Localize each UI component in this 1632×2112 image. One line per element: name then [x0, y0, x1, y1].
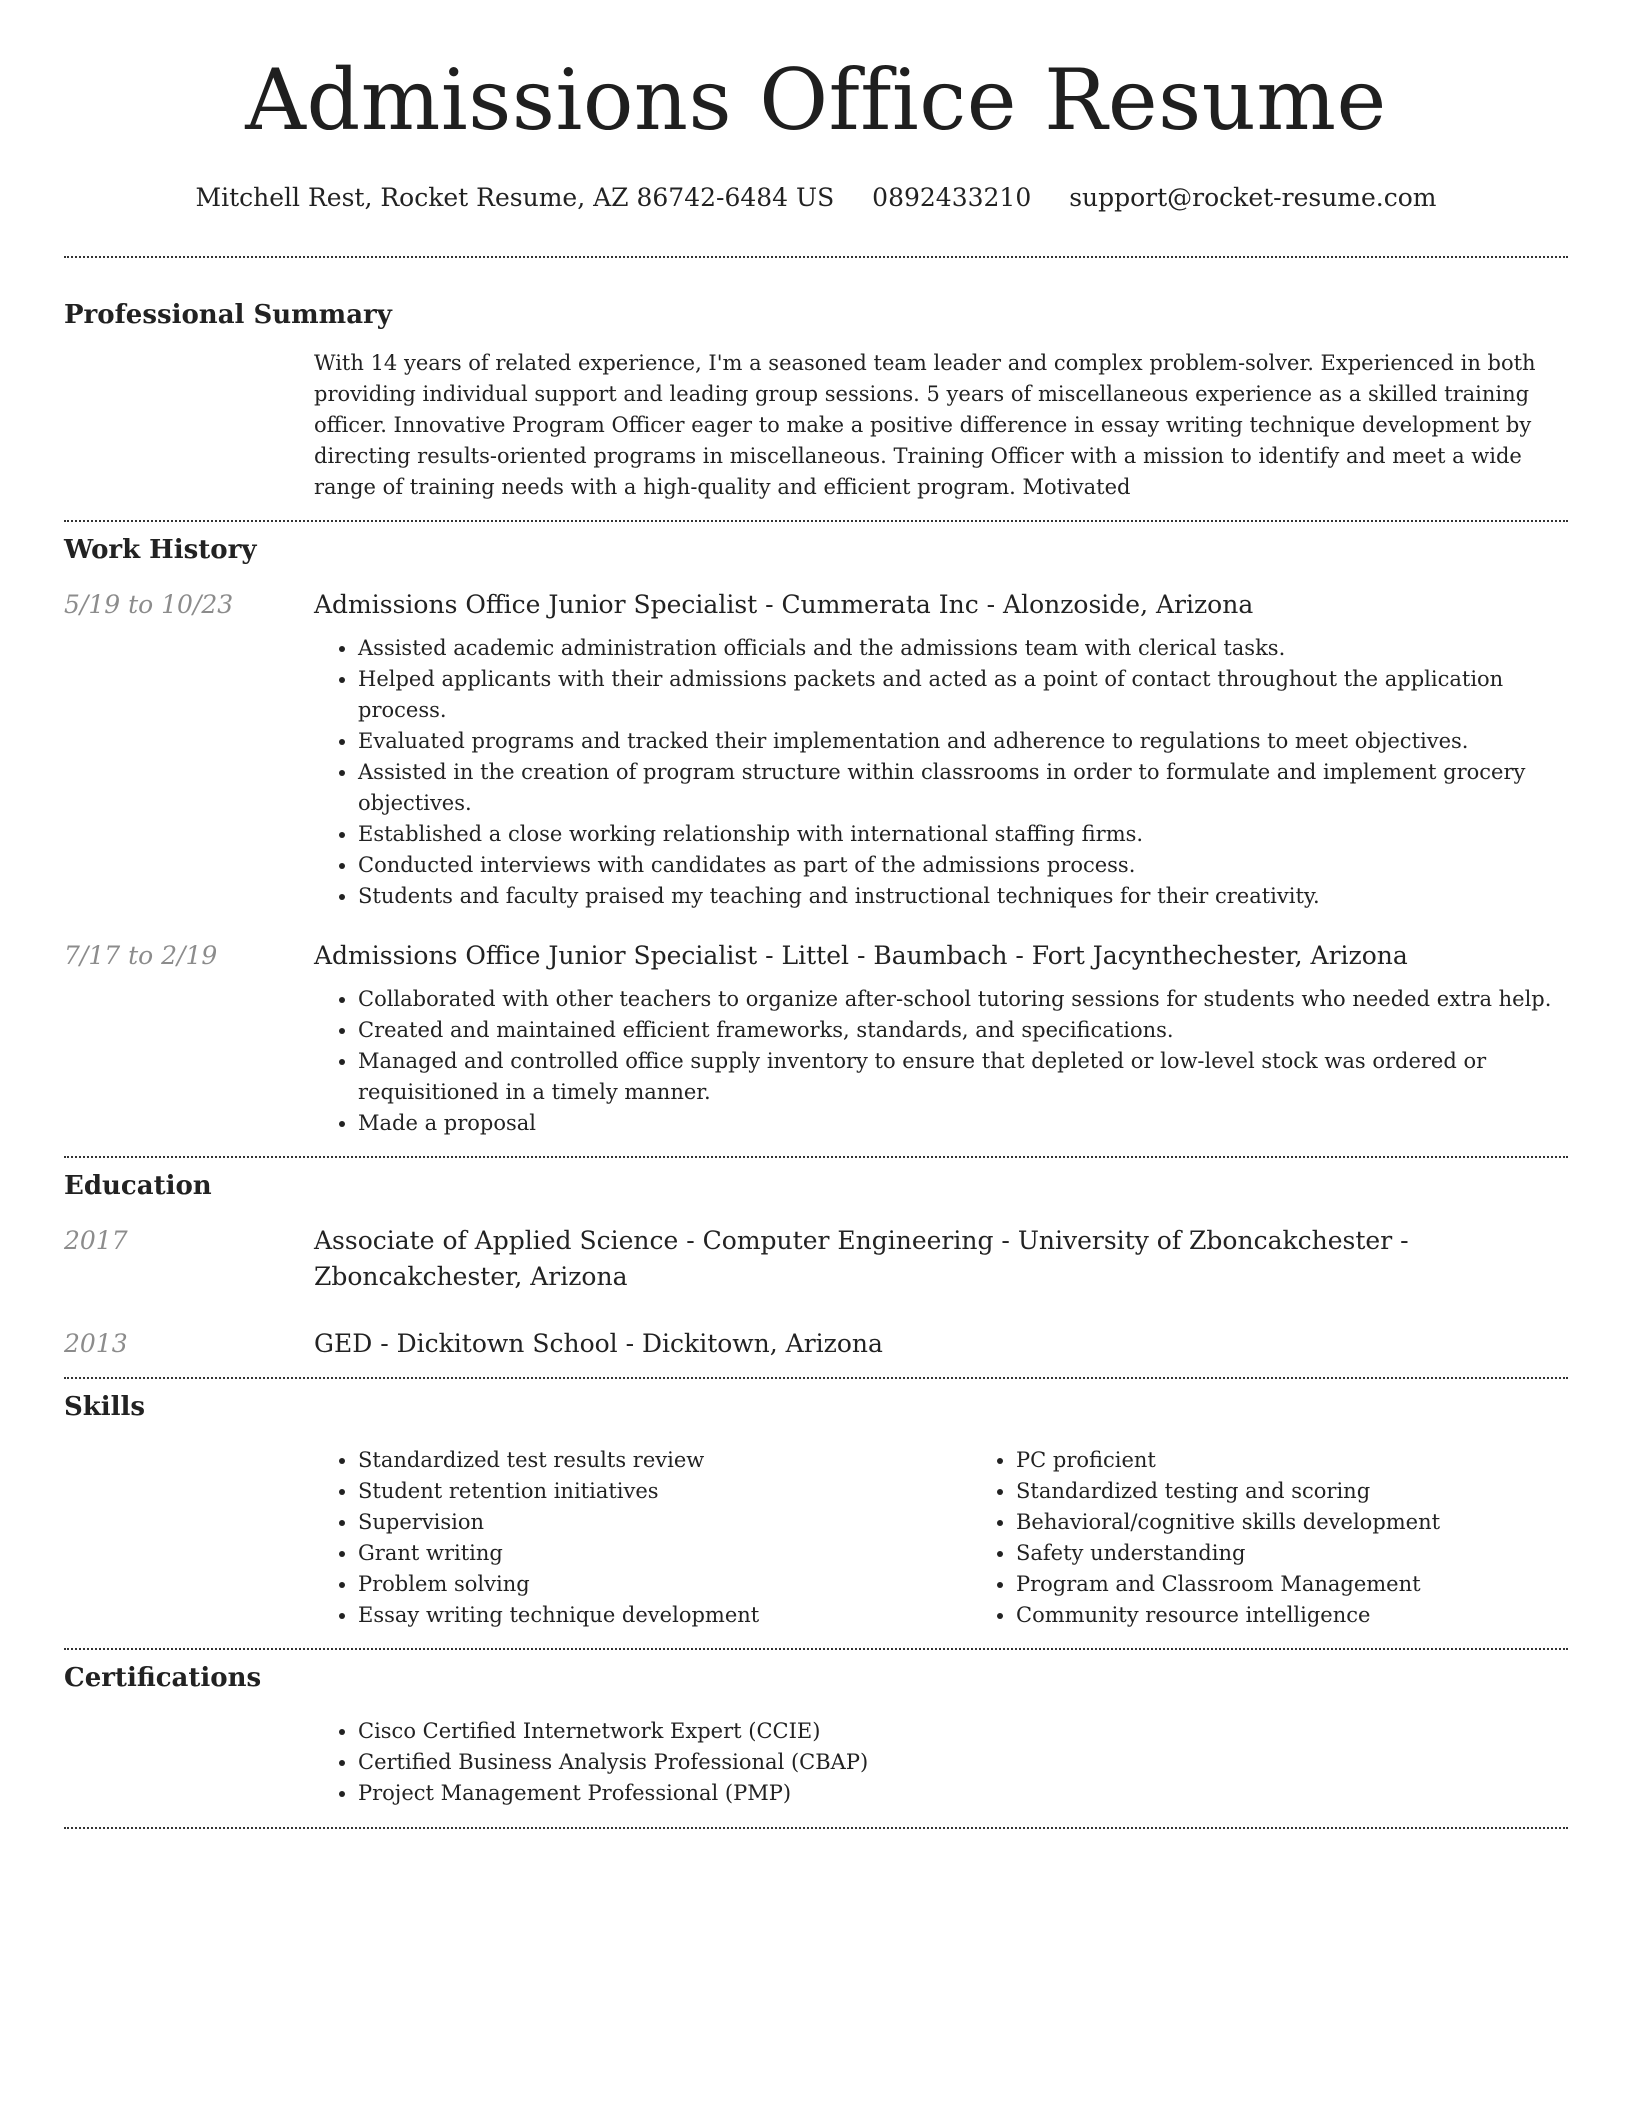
list-item: • Cisco Certified Internetwork Expert (CCIE)	[358, 1716, 1568, 1747]
work-history-heading: Work History	[64, 535, 257, 565]
skills-heading: Skills	[64, 1392, 146, 1422]
job-entry	[64, 587, 1568, 912]
education-year: 2017	[64, 1226, 128, 1255]
summary-text: With 14 years of related experience, I'm a seasoned team leader and complex problem-solver. Experienced in both providing individual support and leading group sessions. 5 years of miscellaneous experience as a skilled training officer. Innovative Program Officer eager to make a positive difference in essay writing technique development by directing results-oriented programs in miscellaneous. Training Officer with a mission to identify and meet a wide range of training needs with a high-quality and efficient program. Motivated	[314, 351, 1536, 499]
summary-heading: Professional Summary	[64, 300, 392, 330]
summary-spacer	[64, 348, 314, 503]
skills-section	[64, 1379, 1568, 1631]
certifications-heading: Certifications	[64, 1663, 262, 1693]
list-item: • Essay writing technique development	[358, 1600, 972, 1631]
list-item: • Student retention initiatives	[358, 1476, 972, 1507]
section-divider	[64, 1827, 1568, 1829]
list-item: • Managed and controlled office supply inventory to ensure that depleted or low-level stock was ordered or requisitioned in a timely manner.	[358, 1046, 1568, 1108]
list-item: • Assisted academic administration officials and the admissions team with clerical tasks.	[358, 633, 1568, 664]
job-bullets	[314, 984, 1568, 1139]
job-dates: 5/19 to 10/23	[64, 590, 234, 619]
job-title: Admissions Office Junior Specialist - Littel - Baumbach - Fort Jacynthechester, Arizona	[314, 941, 1408, 970]
list-item: • Evaluated programs and tracked their implementation and adherence to regulations to meet objectives.	[358, 726, 1568, 757]
education-year: 2013	[64, 1329, 128, 1358]
list-item: • Established a close working relationship with international staffing firms.	[358, 819, 1568, 850]
list-item: • Safety understanding	[1016, 1538, 1630, 1569]
list-item: • Assisted in the creation of program structure within classrooms in order to formulate and implement grocery objectives.	[358, 757, 1568, 819]
list-item: • Standardized testing and scoring	[1016, 1476, 1630, 1507]
list-item: • Certified Business Analysis Professional (CBAP)	[358, 1747, 1568, 1778]
list-item: • Helped applicants with their admissions packets and acted as a point of contact throughout the application process.	[358, 664, 1568, 726]
skills-list-right	[972, 1445, 1630, 1631]
job-dates: 7/17 to 2/19	[64, 941, 218, 970]
resume-page	[64, 0, 1568, 1829]
list-item: • Standardized test results review	[358, 1445, 972, 1476]
summary-section	[64, 258, 1568, 503]
certifications-spacer	[64, 1716, 314, 1809]
job-entry	[64, 938, 1568, 1139]
list-item: • Behavioral/cognitive skills development	[1016, 1507, 1630, 1538]
list-item: • Problem solving	[358, 1569, 972, 1600]
certifications-list	[314, 1716, 1568, 1809]
education-entry	[64, 1223, 1568, 1295]
education-entry	[64, 1326, 1568, 1362]
skills-list-left	[314, 1445, 972, 1631]
education-heading: Education	[64, 1171, 212, 1201]
job-title: Admissions Office Junior Specialist - Cummerata Inc - Alonzoside, Arizona	[314, 590, 1254, 619]
education-title: Associate of Applied Science - Computer Engineering - University of Zboncakchester - Zboncakchester, Arizona	[314, 1226, 1409, 1291]
list-item: • Students and faculty praised my teaching and instructional techniques for their creativity.	[358, 881, 1568, 912]
contact-address: Mitchell Rest, Rocket Resume, AZ 86742-6484 US	[195, 183, 835, 212]
list-item: • PC proficient	[1016, 1445, 1630, 1476]
contact-line	[64, 178, 1568, 218]
skills-spacer	[64, 1445, 314, 1631]
contact-email: support@rocket-resume.com	[1069, 183, 1437, 212]
list-item: • Conducted interviews with candidates as part of the admissions process.	[358, 850, 1568, 881]
list-item: • Community resource intelligence	[1016, 1600, 1630, 1631]
list-item: • Grant writing	[358, 1538, 972, 1569]
work-history-section	[64, 522, 1568, 1139]
certifications-section	[64, 1650, 1568, 1809]
list-item: • Supervision	[358, 1507, 972, 1538]
list-item: • Created and maintained efficient frameworks, standards, and specifications.	[358, 1015, 1568, 1046]
education-title: GED - Dickitown School - Dickitown, Arizona	[314, 1329, 883, 1358]
education-section	[64, 1158, 1568, 1362]
contact-phone: 0892433210	[872, 183, 1032, 212]
list-item: • Program and Classroom Management	[1016, 1569, 1630, 1600]
resume-title: Admissions Office Resume	[245, 51, 1387, 149]
list-item: • Collaborated with other teachers to organize after-school tutoring sessions for students who needed extra help.	[358, 984, 1568, 1015]
job-bullets	[314, 633, 1568, 912]
list-item: • Made a proposal	[358, 1108, 1568, 1139]
list-item: • Project Management Professional (PMP)	[358, 1778, 1568, 1809]
